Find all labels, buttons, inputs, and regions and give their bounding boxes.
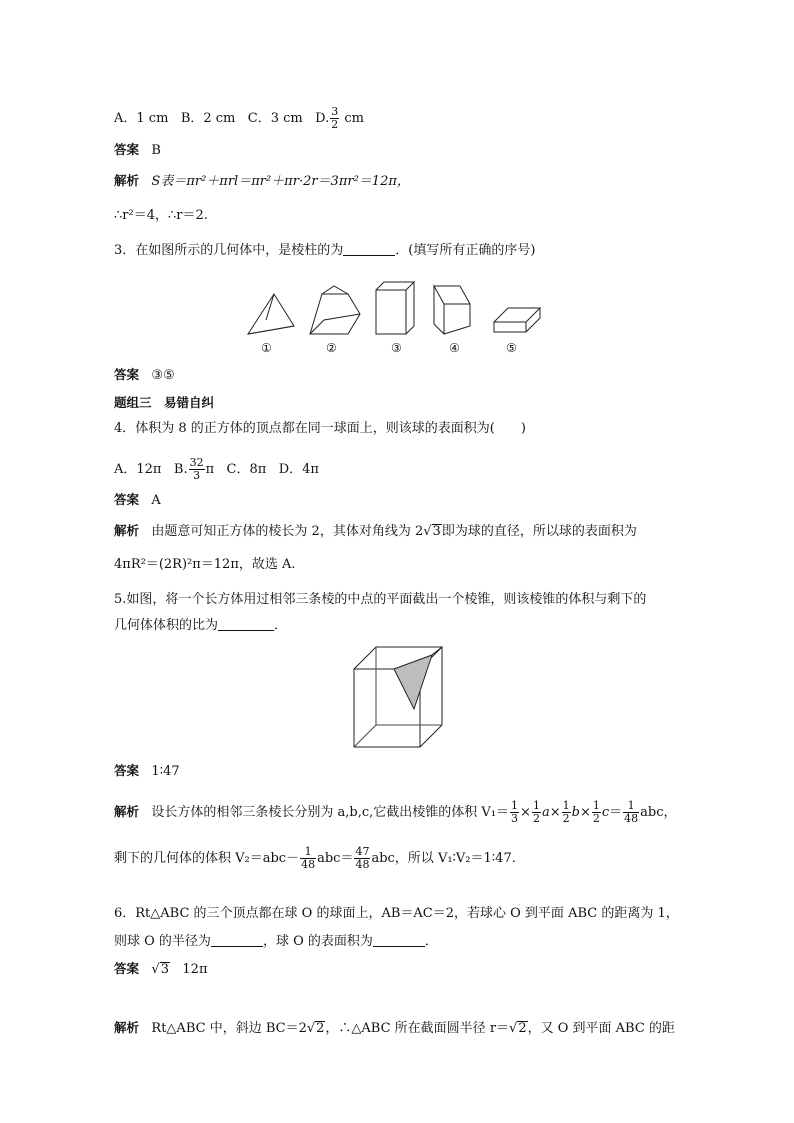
q6-question-line2 bbox=[114, 934, 438, 950]
q5-frac-5: $\frac{1}{48}$ bbox=[624, 799, 639, 825]
q6-text-c: ． bbox=[424, 934, 438, 949]
q6-analysis-c: ，又 O 到平面 ABC 的距 bbox=[527, 1021, 675, 1036]
q5-remain-frac1: $\frac{1}{48}$ bbox=[301, 845, 316, 871]
q4-analysis-b: 即为球的直径，所以球的表面积为 bbox=[441, 524, 637, 539]
q2-option-a: A．1 cm bbox=[114, 111, 169, 126]
q6-question-line1: 6．Rt△ABC 的三个顶点都在球 O 的球面上，AB＝AC＝2，若球心 O 到平面 ABC 的距离为 1， bbox=[114, 906, 679, 921]
q3-text: 3．在如图所示的几何体中，是棱柱的为 bbox=[114, 243, 344, 258]
q4-question: 4．体积为 8 的正方体的顶点都在同一球面上，则该球的表面积为( ) bbox=[114, 421, 526, 436]
figure-label-2: ② bbox=[326, 341, 337, 355]
analysis-label: 解析 bbox=[114, 523, 140, 538]
q3-text-tail: ．(填写所有正确的序号) bbox=[395, 243, 536, 258]
q3-answer bbox=[114, 367, 175, 384]
figure-label-4: ④ bbox=[449, 341, 460, 355]
answer-label: 答案 bbox=[114, 763, 140, 778]
q5-answer bbox=[114, 763, 180, 780]
analysis-label: 解析 bbox=[114, 1020, 140, 1035]
q4-pi: π bbox=[205, 462, 215, 477]
figure-label-5: ⑤ bbox=[506, 341, 517, 355]
q6-blank-2 bbox=[373, 934, 425, 947]
q4-option-a: A．12π bbox=[114, 462, 162, 477]
q4-analysis: 解析 由题意可知正方体的棱长为 2，其体对角线为 2√3即为球的直径，所以球的表面积为 bbox=[114, 523, 637, 539]
q5-analysis-a: 设长方体的相邻三条棱长分别为 a,b,c,它截出棱锥的体积 V₁＝ bbox=[151, 805, 510, 820]
q5-remain bbox=[114, 846, 516, 871]
q5-frac-1: $\frac{1}{3}$ bbox=[511, 799, 519, 825]
q6-analysis-b: ，∴△ABC 所在截面圆半径 r＝ bbox=[325, 1021, 510, 1036]
q6-analysis: 解析 Rt△ABC 中，斜边 BC＝2√2，∴△ABC 所在截面圆半径 r＝√2，又 O 到平面 ABC 的距 bbox=[114, 1020, 675, 1036]
q6-sqrt-1: 2 bbox=[316, 1021, 325, 1036]
q6-answer-sqrt: 3 bbox=[160, 962, 169, 977]
figure-prism-5 bbox=[494, 308, 540, 332]
q2-frac-d: $\frac{3}{2}$ bbox=[331, 105, 339, 131]
q5-remain-frac2: $\frac{47}{48}$ bbox=[355, 845, 370, 871]
section-title: 题组三 易错自纠 bbox=[114, 395, 215, 410]
q6-text-b: ，球 O 的表面积为 bbox=[262, 934, 373, 949]
q4-option-c: C．8π bbox=[226, 462, 267, 477]
q4-sqrt: 3 bbox=[432, 524, 441, 539]
figure-tetrahedron bbox=[248, 294, 294, 334]
q2-conclusion: ∴r²＝4，∴r＝2. bbox=[114, 208, 208, 223]
q5-remain-a: 剩下的几何体的体积 V₂＝abc－ bbox=[114, 851, 300, 866]
figure-frustum bbox=[310, 286, 360, 334]
q3-blank bbox=[343, 243, 395, 256]
q5-analysis: 解析 设长方体的相邻三条棱长分别为 a,b,c,它截出棱锥的体积 V₁＝ $\frac{1}{3}$ × $\frac{1}{2}$ a× $\frac{1}{2}$ b× $\frac{1}{2}$ c＝ $\frac{1}{48}$ abc， bbox=[114, 799, 677, 825]
q6-answer-rest: 12π bbox=[182, 962, 208, 977]
q5-frac-4: $\frac{1}{2}$ bbox=[592, 799, 600, 825]
q2-option-b: B．2 cm bbox=[180, 111, 236, 126]
q5-remain-mid: abc＝ bbox=[317, 851, 354, 866]
figure-pyramid-4 bbox=[434, 286, 470, 334]
answer-label: 答案 bbox=[114, 961, 140, 976]
q5-question-line2: 几何体体积的比为 ． bbox=[114, 618, 288, 633]
q5-figure-cuboid bbox=[350, 645, 446, 751]
q2-analysis bbox=[114, 173, 410, 190]
answer-value: A bbox=[151, 493, 161, 508]
q4-analysis-a: 由题意可知正方体的棱长为 2，其体对角线为 2 bbox=[151, 524, 424, 539]
q4-frac-b: $\frac{32}{3}$ bbox=[189, 456, 204, 482]
answer-label: 答案 bbox=[114, 492, 140, 507]
figure-label-1: ① bbox=[261, 341, 272, 355]
answer-value: 1∶47 bbox=[151, 764, 180, 779]
q2-option-d: D. bbox=[315, 111, 330, 126]
q2-unit: cm bbox=[344, 111, 365, 126]
q5-frac-3: $\frac{1}{2}$ bbox=[562, 799, 570, 825]
analysis-label: 解析 bbox=[114, 804, 140, 819]
q3-question bbox=[114, 243, 535, 259]
q6-analysis-a: Rt△ABC 中，斜边 BC＝2 bbox=[151, 1021, 307, 1036]
q6-text-a: 则球 O 的半径为 bbox=[114, 934, 211, 949]
q5-analysis-b: abc， bbox=[640, 805, 677, 820]
q4-options bbox=[114, 457, 319, 482]
q5-question-line1: 5.如图，将一个长方体用过相邻三条棱的中点的平面截出一个棱锥，则该棱锥的体积与剩下的 bbox=[114, 592, 647, 607]
q2-formula: S表＝πr²＋πrl＝πr²＋πr·2r＝3πr²＝12π， bbox=[151, 174, 410, 189]
q2-options bbox=[114, 106, 364, 131]
q2-answer bbox=[114, 142, 161, 159]
q3-figures bbox=[244, 280, 554, 340]
answer-value: B bbox=[151, 143, 161, 158]
answer-value: ③⑤ bbox=[151, 368, 175, 383]
analysis-label: 解析 bbox=[114, 173, 140, 188]
q4-answer bbox=[114, 492, 161, 509]
figure-prism-3 bbox=[376, 282, 414, 334]
q4-analysis-line2: 4πR²＝(2R)²π＝12π，故选 A. bbox=[114, 557, 296, 572]
figure-label-3: ③ bbox=[391, 341, 402, 355]
q5-frac-2: $\frac{1}{2}$ bbox=[532, 799, 540, 825]
q6-sqrt-2: 2 bbox=[518, 1021, 527, 1036]
q4-option-d: D．4π bbox=[278, 462, 319, 477]
q4-option-b: B. bbox=[173, 462, 188, 477]
q6-answer: 答案 √3 12π bbox=[114, 961, 208, 977]
q6-blank-1 bbox=[211, 934, 263, 947]
q5-remain-b: abc，所以 V₁∶V₂＝1∶47. bbox=[371, 851, 516, 866]
answer-label: 答案 bbox=[114, 367, 140, 382]
q5-blank bbox=[218, 618, 274, 631]
answer-label: 答案 bbox=[114, 142, 140, 157]
q2-option-c: C．3 cm bbox=[247, 111, 303, 126]
q5-text: 几何体体积的比为 bbox=[114, 618, 219, 633]
